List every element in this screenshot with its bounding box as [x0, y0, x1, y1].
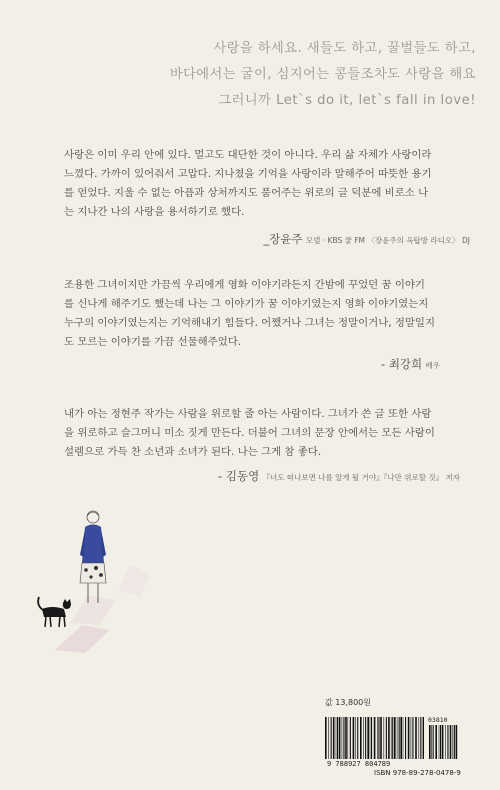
barcode-bar: [453, 725, 454, 759]
woman-head: [87, 511, 99, 523]
barcode-bar: [365, 717, 366, 759]
barcode-bar: [357, 717, 358, 759]
blurb-line: 을 위로하고 슬그머니 미소 짓게 만든다. 더불어 그녀의 문장 안에서는 모든 사람이: [64, 427, 435, 439]
woman-skirt: [80, 563, 106, 583]
barcode-bar: [388, 717, 390, 759]
barcode-bar: [411, 717, 412, 759]
signature-role: 『너도 떠나보면 나를 알게 될 거야』『나만 위로할 것』 저자: [262, 473, 460, 482]
signature-name: _장윤주: [263, 232, 303, 246]
barcode-bar: [392, 717, 393, 759]
quote-line: 사랑을 하세요. 새들도 하고, 꿀벌들도 하고,: [213, 41, 476, 56]
blurb-line: 내가 아는 정현주 작가는 사람을 위로할 줄 아는 사람이다. 그녀가 쓴 글 또한 사람: [64, 408, 432, 420]
blurb-line: 사랑은 이미 우리 안에 있다. 멀고도 대단한 것이 아니다. 우리 삶 자체가 사랑이라: [64, 149, 432, 161]
barcode-bar: [325, 717, 327, 759]
barcode-bar: [405, 717, 406, 759]
blurb-line: 는 지나간 나의 사랑을 용서하기로 했다.: [64, 206, 245, 218]
barcode-bar: [333, 717, 335, 759]
barcode-bar: [328, 717, 329, 759]
barcode-bar: [439, 725, 440, 759]
cat-leg: [64, 616, 65, 627]
blurb-2-signature: [381, 356, 440, 372]
barcode-bar: [391, 717, 392, 759]
signature-role: 배우: [425, 361, 440, 370]
barcode-bar: [337, 717, 338, 759]
barcode-bar: [343, 717, 344, 759]
barcode-bar: [394, 717, 396, 759]
barcode-bar: [399, 717, 400, 759]
quote-line: 바다에서는 굴이, 심지어는 콩들조차도 사랑을 해요: [169, 67, 476, 82]
barcode-bar: [408, 717, 410, 759]
barcode-bar: [403, 717, 404, 759]
barcode-bar: [377, 717, 378, 759]
cat-leg: [45, 616, 46, 627]
price-label: 값 13,800원: [325, 698, 371, 707]
blurb-line: 설렘으로 가득 찬 소년과 소녀가 된다. 나는 그게 참 좋다.: [64, 446, 322, 458]
isbn-digits: 9 788927 804789: [327, 760, 391, 768]
cat-leg: [59, 616, 60, 627]
blurb-line: 를 신나게 해주기도 했는데 나는 그 이야기가 꿈 이야기였는지 영화 이야기였는지: [64, 298, 429, 310]
blurb-line: 누구의 이야기였는지는 기억해내기 힘들다. 어쨌거나 그녀는 정말이거나, 정말일지: [64, 317, 435, 329]
barcode-bar: [386, 717, 387, 759]
signature-name: - 김동영: [218, 469, 260, 483]
barcode-bar: [336, 717, 337, 759]
barcode-bar: [450, 725, 452, 759]
barcode-bar: [345, 717, 347, 759]
barcode-bar: [363, 717, 364, 759]
barcode-bar: [447, 725, 448, 759]
barcode-bar: [412, 717, 413, 759]
barcode-bar: [331, 717, 332, 759]
barcode-bar: [342, 717, 343, 759]
cat-body: [42, 607, 66, 617]
signature-name: - 최강희: [381, 357, 423, 371]
epigraph-quote: [96, 36, 476, 114]
blurb-2-text: [64, 276, 454, 352]
blurb-1-text: [64, 146, 454, 222]
barcode-bar: [348, 717, 349, 759]
woman-and-cat-illustration: [30, 505, 170, 655]
barcode-bar: [380, 717, 382, 759]
barcode-bar: [378, 717, 379, 759]
barcode-bar: [423, 717, 424, 759]
signature-role: 모델 · KBS 쿨 FM 〈장윤주의 옥탑방 라디오〉 DJ: [305, 236, 470, 245]
barcode-bar: [435, 725, 437, 759]
quote-line: 그러니까 Let`s do it, let`s fall in love!: [218, 93, 476, 108]
skirt-pattern: [99, 573, 103, 577]
blurb-line: 도 모르는 이야기를 가끔 선물해주었다.: [64, 336, 242, 348]
skirt-pattern: [94, 566, 98, 570]
barcode-bar: [384, 717, 385, 759]
barcode-bar: [440, 725, 441, 759]
woman-sweater: [82, 525, 104, 564]
addon-code: 03810: [428, 716, 448, 724]
barcode-bar: [400, 717, 402, 759]
barcode-bar: [350, 717, 351, 759]
barcode-bar: [353, 717, 355, 759]
barcode-bar: [339, 717, 341, 759]
barcode-bar: [397, 717, 398, 759]
barcode-bar: [355, 717, 356, 759]
barcode-bar: [367, 717, 369, 759]
barcode-bar: [442, 725, 444, 759]
skirt-pattern: [84, 568, 88, 572]
barcode-bar: [433, 725, 434, 759]
blurb-line: 조용한 그녀이지만 가끔씩 우리에게 영화 이야기라든지 간밤에 꾸었던 꿈 이야기: [64, 279, 425, 291]
shadow-shape: [118, 565, 150, 597]
blurb-line: 를 얻었다. 지울 수 없는 아픔과 상처까지도 품어주는 위로의 글 덕분에 비로소 나: [64, 187, 429, 199]
blurb-line: 느꼈다. 가까이 있어줘서 고맙다. 지나쳤을 기억을 사랑이라 말해주어 따뜻한 용기: [64, 168, 432, 180]
barcode-bar: [371, 717, 372, 759]
skirt-pattern: [89, 575, 92, 578]
cat-tail: [38, 597, 43, 610]
blurb-3-signature: [218, 468, 460, 484]
addon-barcode: [428, 725, 458, 759]
barcode-bar: [454, 725, 455, 759]
barcode-bar: [445, 725, 446, 759]
cat-leg: [50, 616, 51, 627]
barcode-bar: [360, 717, 362, 759]
cat-head: [63, 599, 71, 609]
shadow-shape: [70, 595, 115, 625]
isbn-label: ISBN 978-89-278-0478-9: [374, 769, 461, 777]
blurb-3-text: [64, 405, 454, 462]
barcode-bar: [419, 717, 420, 759]
barcode-bar: [370, 717, 371, 759]
shadow-shape: [55, 625, 110, 653]
isbn-barcode: [324, 717, 424, 759]
barcode-bar: [420, 717, 421, 759]
barcode-bar: [429, 725, 431, 759]
blurb-1-signature: [263, 231, 470, 247]
barcode-bar: [456, 725, 458, 759]
barcode-bar: [415, 717, 417, 759]
barcode-bar: [374, 717, 376, 759]
barcode-bar: [431, 725, 432, 759]
